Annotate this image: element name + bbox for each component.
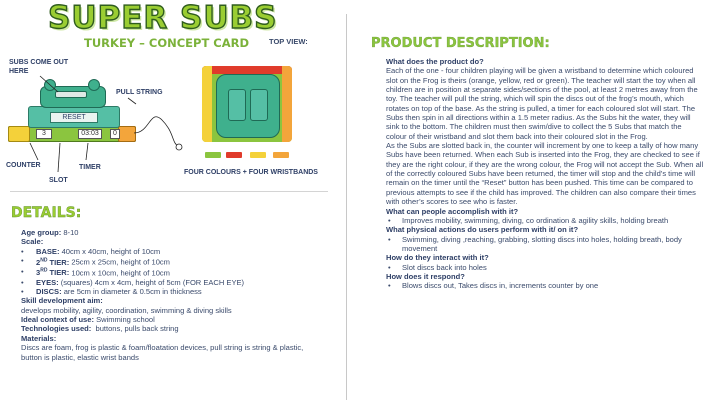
wristband-red [226,152,242,158]
discs-label: DISCS: [36,287,62,297]
pull-string-line [134,117,178,146]
detail-age-row [21,228,321,237]
column-divider [346,14,347,400]
skill-label: Skill development aim: [21,296,103,306]
tier2-label [36,258,69,267]
tier2-rest: TIER: [49,257,70,267]
section-divider [10,191,328,192]
product-description-title: PRODUCT DESCRIPTION: [371,36,550,51]
base-label: BASE: [36,246,60,256]
top-view-yellow-section [202,66,212,142]
four-colours-label: FOUR COLOURS + FOUR WRISTBANDS [184,169,318,176]
top-view-right-eye [250,89,268,121]
pd-answer-5: • Blows discs out, Takes discs in, increments counter by one [386,281,704,290]
eyes-value: (squares) 4cm x 4cm, height of 5cm (FOR EACH EYE) [60,277,245,287]
scale-tier3 [21,267,321,278]
detail-tech-row [21,324,321,333]
tier2-sup: ND [40,257,48,264]
scale-base [21,247,321,256]
reset-button[interactable]: RESET [50,112,98,123]
pd-question-4: How do they interact with it? [386,253,489,263]
timer-display: 03:03 [78,129,102,139]
top-view-left-eye [228,89,246,121]
tech-label: Technologies used: [21,324,92,334]
label-timer: TIMER [79,164,101,171]
scale-label: Scale: [21,237,44,247]
page-subtitle: TURKEY – CONCEPT CARD [84,36,250,50]
discs-value: are 5cm in diameter & 0.5cm in thickness [63,287,202,297]
page-title: SUPER SUBS [48,0,278,36]
tier3-num: 3 [36,268,41,278]
wristband-green [205,152,221,158]
scale-tier2 [21,256,321,267]
wristband-yellow [250,152,266,158]
top-view-label: TOP VIEW: [269,37,308,46]
skill-value: develops mobility, agility, coordination, swimming & diving skills [21,305,232,315]
tier3-label [36,268,69,277]
ideal-value: Swimming school [96,315,155,325]
label-slot: SLOT [49,177,68,184]
base-value: 40cm x 40cm, height of 10cm [61,246,161,256]
details-title: DETAILS: [11,205,82,221]
top-view-frog [216,74,280,138]
eyes-label: EYES: [36,277,59,287]
pd-answer-2: • Improves mobility, swimming, diving, co ordination & agility skills, holding breath [386,216,704,225]
ideal-label: Ideal context of use: [21,315,94,325]
tier3-sup: RD [40,267,48,274]
pd-question-1: What does the product do? [386,57,484,66]
pd-answer-1: Each of the one - four children playing will be given a wristband to determine which coloured slot on the Frog is theirs (orange, yellow, red or green). The teacher will start the toy when all children are in position at separate sides/sections of the pool, at least 2 metres away from the toy. The teacher will pull the string, which will spin the discs out of the frog’s mouth, which rotates on top of the base. As the string is pulled, a timer for each coloured slot will start. The Subs then spin in all directions within a 1.5 meter radius. As the Subs hit the water, they will sink to the bottom. The children must then swim/dive to collect the 5 Subs that match the colour of their wristband and slot them back into their coloured slot in the Frog. [386,66,698,141]
tier3-rest: TIER: [49,268,70,278]
age-label: Age group: [21,228,62,237]
tech-value: buttons, pulls back string [95,324,179,334]
top-view-orange-section [282,66,292,142]
wristband-orange [273,152,289,158]
details-body [21,228,321,362]
detail-ideal-row [21,315,321,324]
label-subs-come-out: SUBS COME OUT HERE [9,59,69,75]
tier2-value: 25cm x 25cm, height of 10cm [71,257,170,267]
pd-question-3: What physical actions do users perform with it/ on it? [386,225,579,235]
label-pull-string: PULL STRING [116,89,163,96]
pd-answer-1b: As the Subs are slotted back in, the counter will increment by one to keep a tally of how many Subs have been returned. When each Sub is inserted into the Frog, they are checked to see if they are the right colour, if they are the wrong colour, the Frog will not accept the Sub. When all of the correctly coloured Subs have been returned, the timer will stop and the child’s time will remain on the timer until the “Reset” button has been pushed. This time can be compared to previous attempts to see if the child has improved. The children can also compare their times with other’s scores to see who is faster. [386,141,704,207]
materials-value: Discs are foam, frog is plastic & foam/floatation devices, pull string is string & plastic, button is plastic, elastic wrist bands [21,343,304,362]
pd-answer-4: • Slot discs back into holes [386,263,704,272]
label-counter: COUNTER [6,162,41,169]
age-value: 8-10 [63,228,79,237]
counter-display: 3 [36,129,52,139]
top-view-red-section [202,66,292,74]
product-description-body [386,57,704,291]
materials-label: Materials: [21,333,57,343]
pd-question-5: How does it respond? [386,271,465,281]
tier3-value: 10cm x 10cm, height of 10cm [71,268,170,278]
scale-eyes [21,278,321,287]
tier2-num: 2 [36,257,41,267]
scale-discs [21,287,321,296]
pd-question-2: What can people accomplish with it? [386,206,519,216]
pd-answer-3: • Swimming, diving ,reaching, grabbing, slotting discs into holes, holding breath, body movement [386,235,704,254]
pull-string-ring-icon [176,144,182,150]
slot-count-display: 0 [110,129,120,139]
